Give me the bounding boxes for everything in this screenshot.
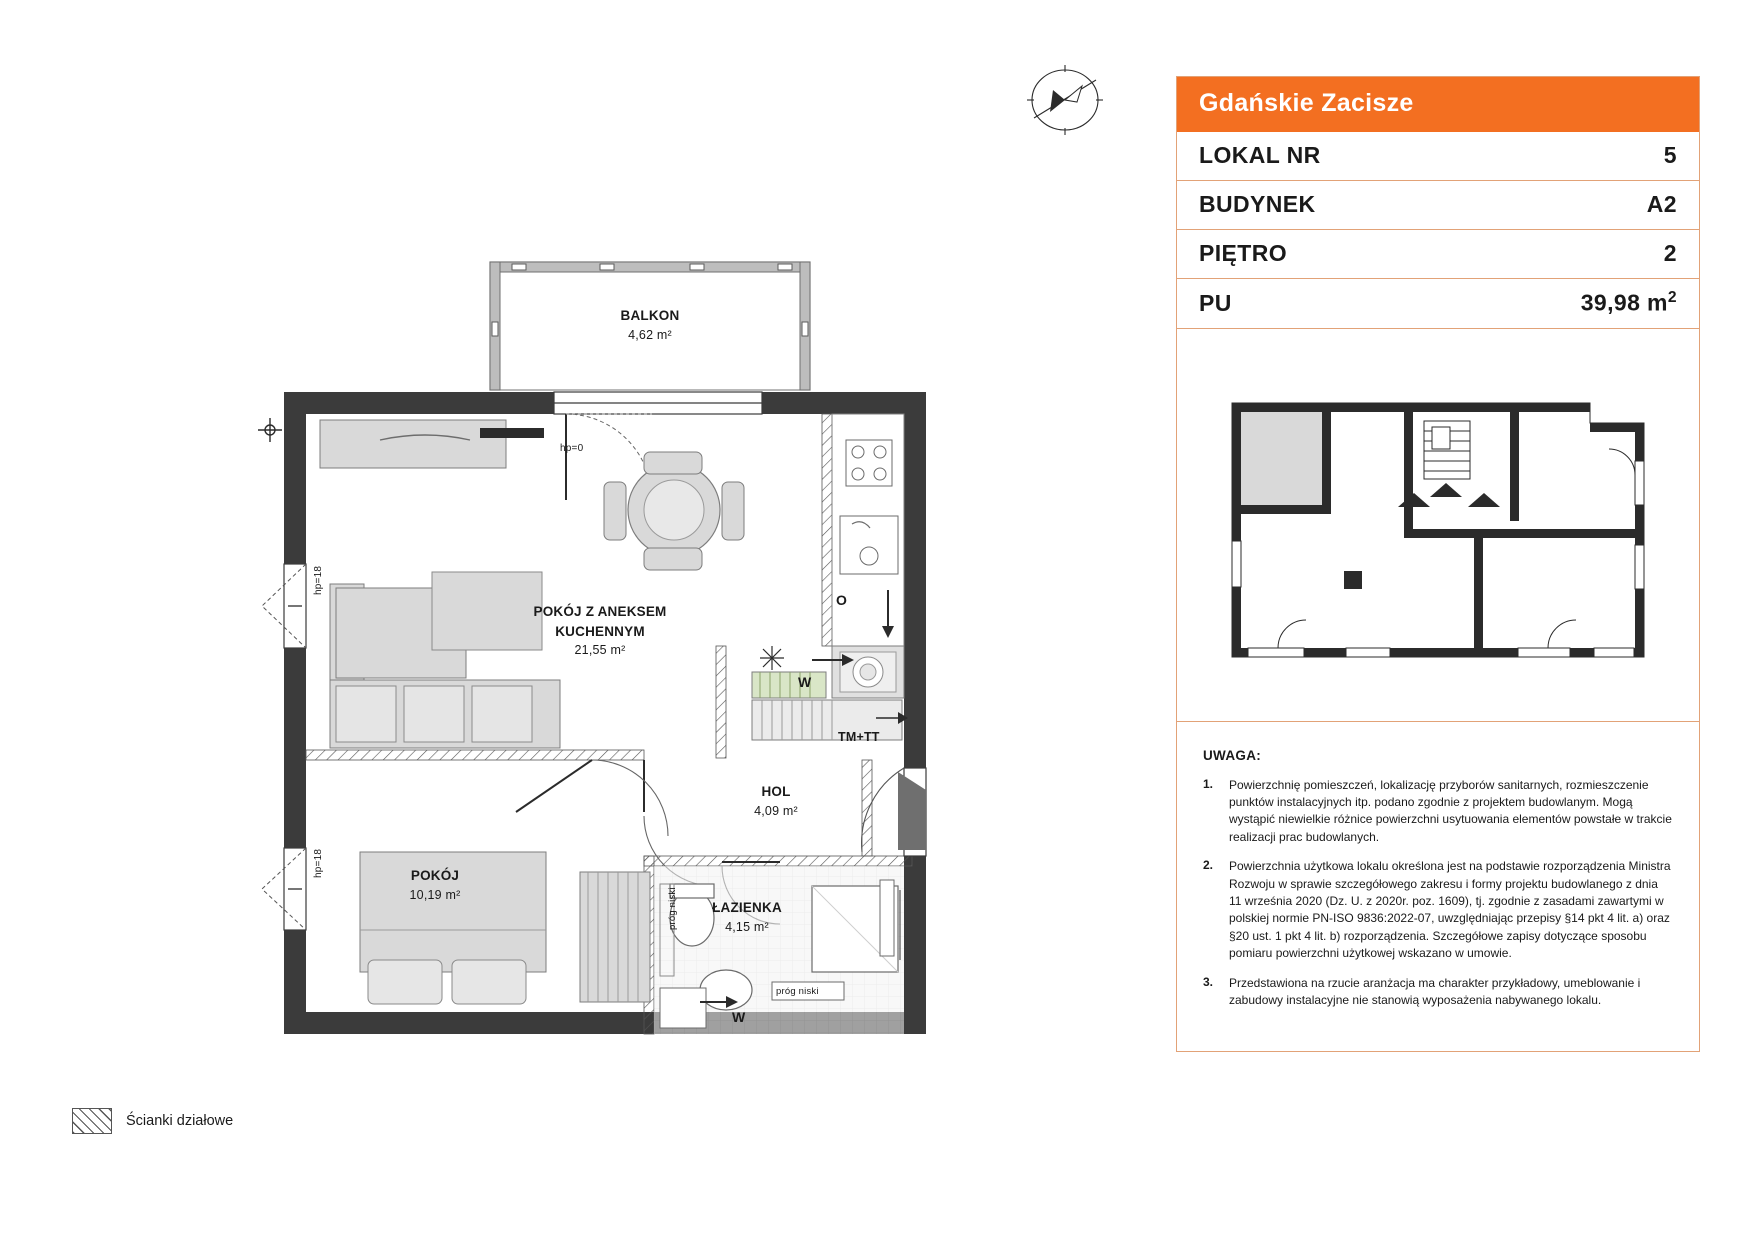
spec-row-pu <box>1177 279 1699 329</box>
note-item <box>1203 777 1673 847</box>
annotation-hp0: hp=0 <box>560 443 584 454</box>
note-text: Przedstawiona na rzucie aranżacja ma charakter przykładowy, umeblowanie i zabudowy instalacyjne nie stanowią wyposażenia nabywanego lokalu. <box>1229 975 1641 1007</box>
note-text: Powierzchnię pomieszczeń, lokalizację przyborów sanitarnych, rozmieszczenie punktów instalacyjnych itp. podano zgodnie z projektem budowlanym. Mogą wystąpić niewielkie różnice powierzchni usytuowania elementów powstałe w trakcie realizacji prac budowlanych. <box>1229 777 1672 844</box>
legend <box>72 1108 233 1134</box>
spec-key-pietro: PIĘTRO <box>1199 240 1288 266</box>
legend-swatch-partition-wall <box>72 1108 112 1134</box>
spec-row-budynek <box>1177 181 1699 230</box>
annotation-w-kitchen: W <box>798 674 812 690</box>
spec-value-budynek: A2 <box>1646 191 1677 217</box>
door-marker <box>258 418 282 442</box>
notes-section <box>1177 722 1699 1052</box>
info-panel <box>1176 76 1700 1052</box>
spec-value-pu <box>1581 289 1677 317</box>
building-key-plan <box>1177 329 1699 722</box>
spec-key-lokal: LOKAL NR <box>1199 142 1321 168</box>
pu-unit-exponent: 2 <box>1667 289 1677 306</box>
note-item <box>1203 975 1673 1010</box>
spec-value-pietro: 2 <box>1663 240 1677 266</box>
room-label-pokoj-z-aneksem: POKÓJ Z ANEKSEM KUCHENNYM 21,55 m² <box>533 604 667 658</box>
room-label-lazienka: ŁAZIENKA 4,15 m² <box>712 900 782 934</box>
legend-label: Ścianki działowe <box>126 1113 234 1129</box>
room-label-pokoj: POKÓJ 10,19 m² <box>409 868 461 902</box>
annotation-w-bathroom: W <box>732 1009 746 1025</box>
annotation-hp18-lower: hp=18 <box>313 848 324 878</box>
pu-number: 39,98 m <box>1580 289 1668 316</box>
annotation-tm-tt: TM+TT <box>838 730 880 744</box>
spec-key-budynek: BUDYNEK <box>1199 191 1316 217</box>
annotation-prog-niski-vertical: próg niski <box>667 887 678 930</box>
spec-row-lokal <box>1177 132 1699 181</box>
key-plan-drawing <box>1218 365 1658 685</box>
note-item <box>1203 858 1673 962</box>
annotation-prog-niski-horizontal: próg niski <box>776 986 819 997</box>
note-text: Powierzchnia użytkowa lokalu określona jest na podstawie rozporządzenia Ministra Rozwoju w sprawie szczegółowego zakresu i formy projektu budowlanego z dnia 11 września 2020 (Dz. U. z 2020r. poz. 1609), tj. zgodnie z zasadami zawartymi w polskiej normie PN-ISO 9836:2022-07, uwzględniając przepisy §14 pkt 4 lit. a) oraz §20 ust. 1 pkt 4 lit. b) rozporządzenia. Szczegółowe zapisy dotyczące sposobu pomiaru powierzchni użytkowej wskazano w umowie. <box>1229 859 1671 961</box>
room-label-balkon: BALKON 4,62 m² <box>620 308 680 342</box>
note-number: 1. <box>1203 776 1214 791</box>
notes-heading: UWAGA: <box>1203 747 1262 763</box>
note-number: 3. <box>1203 974 1214 989</box>
spec-value-lokal: 5 <box>1663 142 1677 168</box>
furniture-bathroom <box>654 866 904 1034</box>
room-label-hol: HOL 4,09 m² <box>754 784 798 818</box>
annotation-hp18-upper: hp=18 <box>313 565 324 595</box>
furniture-living <box>320 420 744 748</box>
note-number: 2. <box>1203 858 1214 873</box>
spec-key-pu: PU <box>1199 289 1232 316</box>
annotation-o-outlet: O <box>836 592 848 608</box>
spec-row-pietro <box>1177 230 1699 279</box>
project-title: Gdańskie Zacisze <box>1177 77 1699 132</box>
